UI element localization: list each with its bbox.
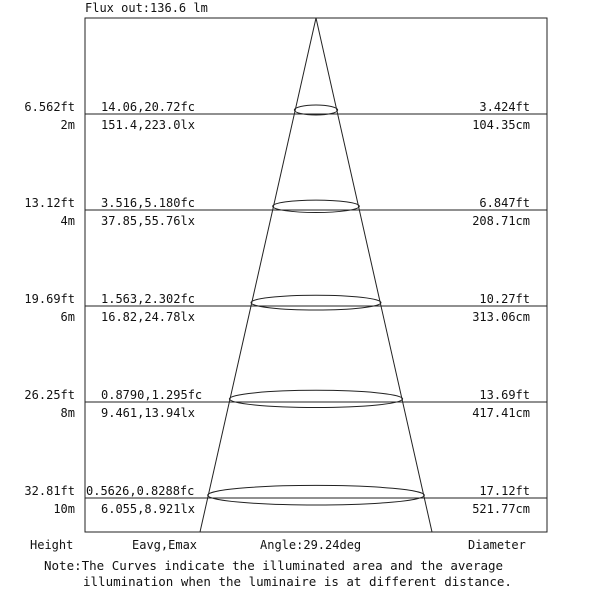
beam-angle-label: Angle:29.24deg [260, 538, 362, 552]
diameter-cm-label: 313.06cm [472, 310, 530, 324]
diameter-ft-label: 17.12ft [479, 484, 530, 498]
illuminance-fc-label: 0.8790,1.295fc [101, 388, 203, 402]
diameter-column-label: Diameter [468, 538, 526, 552]
height-m-label: 4m [60, 214, 75, 228]
height-ft-label: 26.25ft [24, 388, 75, 402]
diameter-ft-label: 3.424ft [479, 100, 530, 114]
diameter-cm-label: 104.35cm [472, 118, 530, 132]
illuminance-lx-label: 16.82,24.78lx [101, 310, 195, 324]
height-m-label: 10m [53, 502, 75, 516]
distance-rows [24, 100, 547, 516]
illumination-area-ellipse [273, 200, 360, 212]
beam-cone-left-edge [200, 18, 316, 532]
diameter-cm-label: 521.77cm [472, 502, 530, 516]
diameter-cm-label: 417.41cm [472, 406, 530, 420]
height-ft-label: 6.562ft [24, 100, 75, 114]
beam-cone-right-edge [316, 18, 432, 532]
height-column-label: Height [30, 538, 74, 552]
diameter-ft-label: 10.27ft [479, 292, 530, 306]
height-m-label: 2m [60, 118, 75, 132]
height-m-label: 8m [60, 406, 75, 420]
illuminance-lx-label: 151.4,223.0lx [101, 118, 195, 132]
illumination-area-ellipse [208, 485, 425, 505]
flux-label: Flux out:136.6 lm [85, 1, 208, 15]
note-line-2: illumination when the luminaire is at different distance. [83, 574, 512, 589]
illuminance-lx-label: 37.85,55.76lx [101, 214, 195, 228]
height-ft-label: 13.12ft [24, 196, 75, 210]
illumination-area-ellipse [229, 390, 402, 407]
height-ft-label: 19.69ft [24, 292, 75, 306]
height-ft-label: 32.81ft [24, 484, 75, 498]
illuminance-fc-label: 3.516,5.180fc [101, 196, 195, 210]
diameter-ft-label: 13.69ft [479, 388, 530, 402]
illuminance-fc-label: 0.5626,0.8288fc [86, 484, 195, 498]
eavg-emax-column-label: Eavg,Emax [132, 538, 198, 552]
diameter-ft-label: 6.847ft [479, 196, 530, 210]
diagram-frame [85, 18, 547, 532]
diameter-cm-label: 208.71cm [472, 214, 530, 228]
illuminance-lx-label: 9.461,13.94lx [101, 406, 195, 420]
illuminance-fc-label: 14.06,20.72fc [101, 100, 195, 114]
illuminance-fc-label: 1.563,2.302fc [101, 292, 195, 306]
note-line-1: Note:The Curves indicate the illuminated area and the average [44, 558, 504, 573]
illuminance-lx-label: 6.055,8.921lx [101, 502, 195, 516]
illumination-area-ellipse [251, 295, 381, 310]
height-m-label: 6m [60, 310, 75, 324]
